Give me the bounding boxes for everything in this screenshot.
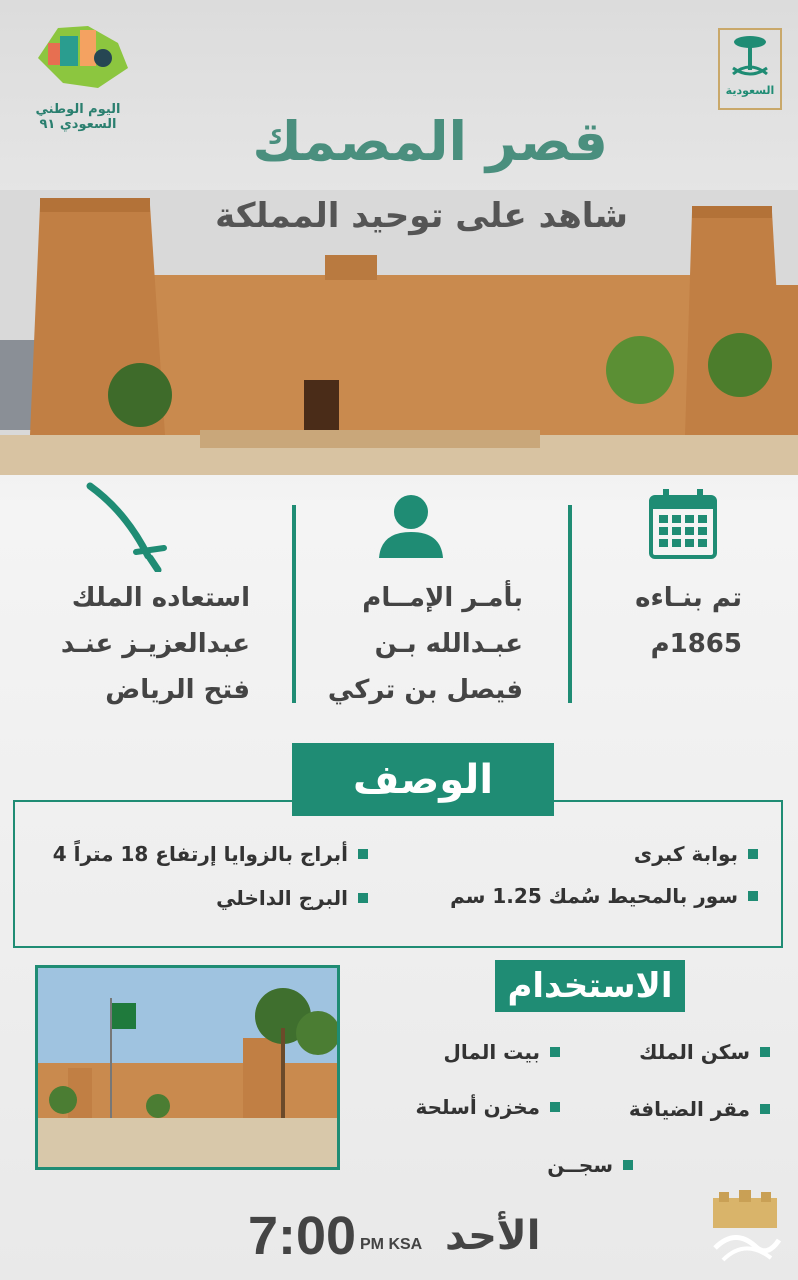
bullet-icon xyxy=(748,891,758,901)
description-item xyxy=(53,842,368,866)
restored-line3: فتح الرياض xyxy=(105,675,250,705)
usage-item xyxy=(629,1097,770,1121)
usage-item-text: سكن الملك xyxy=(639,1040,750,1064)
page-subtitle: شاهد على توحيد المملكة xyxy=(215,196,628,236)
person-icon xyxy=(377,492,445,564)
built-year: 1865م xyxy=(650,629,742,659)
usage-item xyxy=(547,1153,633,1177)
ordered-by-info xyxy=(323,575,523,713)
usage-item xyxy=(639,1040,770,1064)
description-item xyxy=(450,884,758,908)
description-item-text: أبراج بالزوايا إرتفاع 18 متراً 4 xyxy=(52,842,348,866)
divider-left xyxy=(292,505,296,703)
usage-item-text: سجــن xyxy=(547,1153,613,1177)
usage-title-box xyxy=(495,960,685,1012)
description-item-text: بوابة كبرى xyxy=(633,842,738,866)
channel-logo xyxy=(705,1188,785,1268)
description-item xyxy=(216,886,368,910)
page-title: قصر المصمك xyxy=(252,110,608,173)
built-line1: تم بنـاءه xyxy=(635,583,742,613)
description-title-box xyxy=(292,743,554,816)
divider-right xyxy=(568,505,572,703)
restored-line2: عبدالعزيـز عنـد xyxy=(60,629,250,659)
restored-info xyxy=(30,575,250,713)
fort-photo xyxy=(35,965,340,1170)
usage-item-text: مقر الضيافة xyxy=(628,1097,750,1121)
bullet-icon xyxy=(623,1160,633,1170)
description-item-text: سور بالمحيط سُمك 1.25 سم xyxy=(450,884,738,908)
usage-item-text: بيت المال xyxy=(443,1040,540,1064)
national-day-line2: السعودي ٩١ xyxy=(39,117,117,132)
ordered-line3: فيصل بن تركي xyxy=(327,675,523,705)
description-box xyxy=(13,800,783,948)
sword-icon xyxy=(86,482,176,576)
ordered-line1: بأمـر الإمــام xyxy=(362,583,523,613)
event-day: الأحد xyxy=(445,1213,541,1259)
bullet-icon xyxy=(358,893,368,903)
bullet-icon xyxy=(748,849,758,859)
built-info xyxy=(592,575,742,667)
national-day-emblem xyxy=(18,8,138,98)
national-day-line1: اليوم الوطني xyxy=(35,102,121,117)
national-day-logo xyxy=(18,8,138,138)
bullet-icon xyxy=(760,1104,770,1114)
usage-item-text: مخزن أسلحة xyxy=(415,1095,540,1119)
event-time: 7:00 xyxy=(248,1206,357,1266)
restored-line1: استعاده الملك xyxy=(71,583,250,613)
usage-item xyxy=(415,1095,560,1119)
description-item xyxy=(634,842,758,866)
event-time-zone: PM KSA xyxy=(360,1236,423,1253)
usage-title: الاستخدام xyxy=(507,966,673,1006)
description-item-text: البرج الداخلي xyxy=(216,886,348,910)
bullet-icon xyxy=(550,1102,560,1112)
calendar-icon xyxy=(649,487,717,563)
bullet-icon xyxy=(760,1047,770,1057)
ordered-line2: عبـدالله بـن xyxy=(374,629,523,659)
usage-item xyxy=(444,1040,560,1064)
palm-swords-icon xyxy=(725,30,775,80)
saudi-logo xyxy=(718,28,782,110)
description-title: الوصف xyxy=(352,756,494,803)
saudi-logo-label: السعودية xyxy=(725,84,775,97)
bullet-icon xyxy=(550,1047,560,1057)
bullet-icon xyxy=(358,849,368,859)
